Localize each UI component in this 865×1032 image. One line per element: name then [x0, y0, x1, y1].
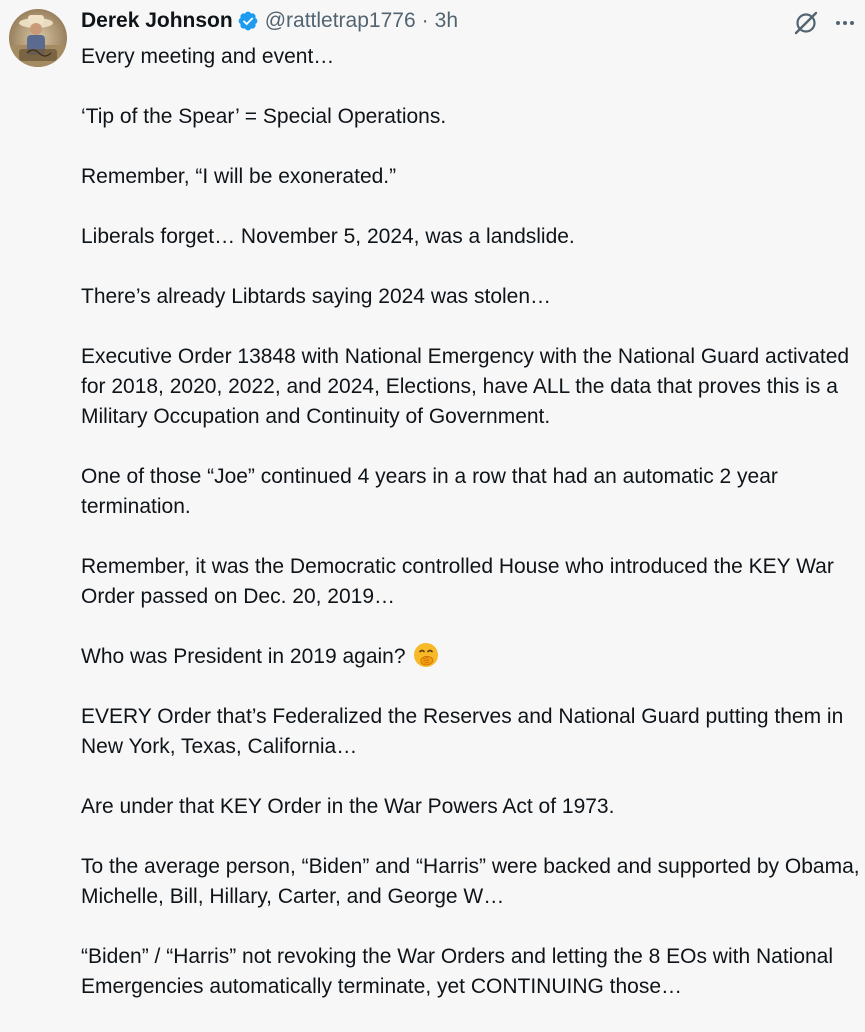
verified-badge-icon — [237, 10, 259, 32]
tweet-paragraph: Remember, it was the Democratic controlled House who introduced the KEY War Order passed on Dec. 20, 2019… — [81, 555, 834, 608]
tweet-paragraph: There’s already Libtards saying 2024 was stolen… — [81, 285, 552, 308]
tweet-paragraph-with-emoji — [81, 642, 861, 672]
tweet-paragraph: Remember, “I will be exonerated.” — [81, 165, 397, 188]
grok-icon — [793, 10, 819, 36]
tweet-paragraph: Every meeting and event… — [81, 45, 335, 68]
tweet-paragraph: “Biden” / “Harris” not revoking the War Orders and letting the 8 EOs with National Emergencies automatically terminate, yet CONTINUING those… — [81, 945, 834, 998]
author-display-name[interactable]: Derek Johnson — [81, 9, 233, 32]
tweet-paragraph: Liberals forget… November 5, 2024, was a landslide. — [81, 225, 575, 248]
profile-photo-avatar — [9, 9, 67, 67]
tweet-paragraph: To the average person, “Biden” and “Harris” were backed and supported by Obama, Michelle, Bill, Hillary, Carter, and George W… — [81, 855, 860, 908]
tweet-paragraph: Are under that KEY Order in the War Powers Act of 1973. — [81, 795, 615, 818]
face-with-hand-over-mouth-emoji — [413, 642, 439, 668]
tweet-paragraph: EVERY Order that’s Federalized the Reserves and National Guard putting them in New York, Texas, California… — [81, 705, 844, 758]
author-handle[interactable]: @rattletrap1776 — [264, 9, 416, 32]
more-options-icon — [833, 11, 857, 35]
grok-button[interactable] — [791, 8, 821, 38]
author-avatar[interactable] — [9, 9, 67, 67]
tweet-header — [81, 7, 458, 35]
separator-dot: · — [421, 9, 429, 32]
post-timestamp[interactable]: 3h — [434, 9, 458, 32]
tweet-paragraph: Executive Order 13848 with National Emergency with the National Guard activated for 2018, 2020, 2022, and 2024, Elections, have ALL the data that proves this is a Military Occupation and Continuity of Government. — [81, 345, 850, 428]
more-options-button[interactable] — [830, 8, 860, 38]
tweet-text — [81, 42, 861, 1032]
tweet-paragraph: ‘Tip of the Spear’ = Special Operations. — [81, 105, 447, 128]
tweet-paragraph: One of those “Joe” continued 4 years in a row that had an automatic 2 year termination. — [81, 465, 778, 518]
tweet-paragraph-text: Who was President in 2019 again? — [81, 645, 406, 668]
